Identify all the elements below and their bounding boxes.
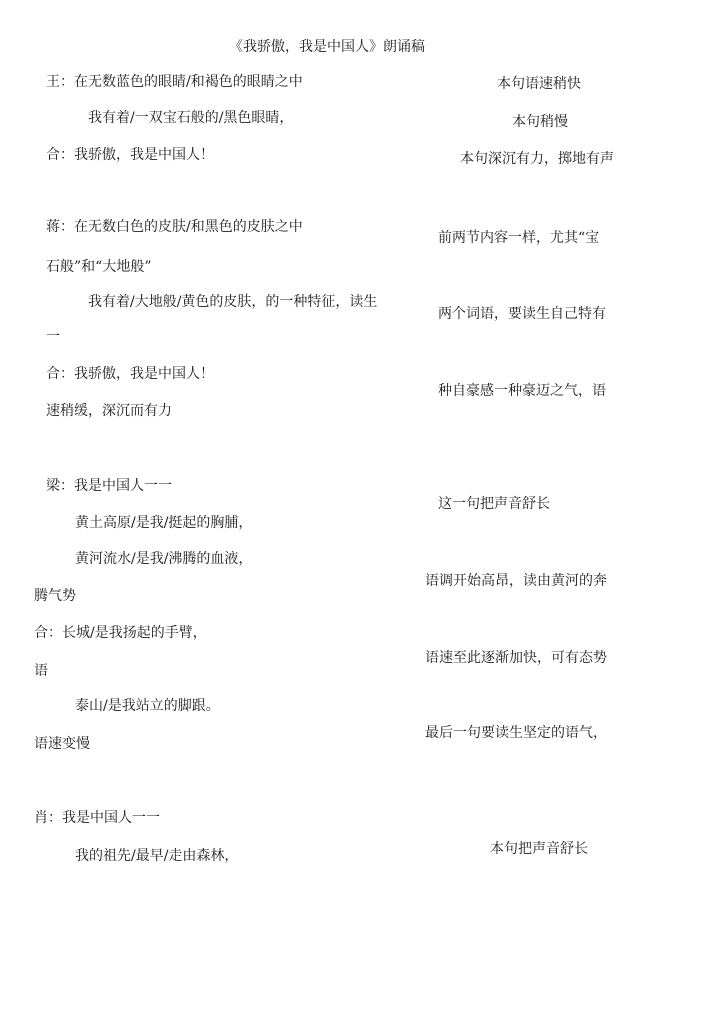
script-line: 黄河流水/是我/沸腾的血液， — [75, 551, 253, 567]
reading-note: 本句语速稍快 — [497, 76, 581, 92]
script-line: 黄土高原/是我/挺起的胸脯， — [75, 515, 253, 531]
script-line: 我的祖先/最早/走由森林， — [75, 848, 239, 864]
script-line: 蒋：在无数白色的皮肤/和黑色的皮肤之中 — [46, 219, 303, 235]
script-line: 腾气势 — [34, 588, 76, 604]
script-line: 肖：我是中国人一一 — [34, 810, 160, 826]
script-line: 石般”和“大地般” — [46, 259, 152, 275]
reading-note: 本句深沉有力，掷地有声 — [460, 151, 614, 167]
script-line: 合：我骄傲，我是中国人！ — [46, 366, 214, 382]
script-line: 合：长城/是我扬起的手臂， — [34, 625, 207, 641]
document-title: 《我骄傲，我是中国人》朗诵稿 — [229, 39, 425, 55]
script-line: 一 — [46, 329, 60, 345]
script-line: 我有着/一双宝石般的/黑色眼睛， — [88, 110, 294, 126]
script-line: 梁：我是中国人一一 — [46, 478, 172, 494]
script-line: 语 — [34, 663, 48, 679]
reading-note: 两个词语，要读生自己特有 — [438, 306, 606, 322]
reading-note: 本句稍慢 — [512, 114, 568, 130]
script-line: 语速变慢 — [34, 736, 90, 752]
reading-note: 前两节内容一样，尤其“宝 — [438, 230, 600, 246]
reading-note: 语调开始高昂，读由黄河的奔 — [425, 573, 607, 589]
script-line: 合：我骄傲，我是中国人！ — [46, 147, 214, 163]
script-line: 速稍缓，深沉而有力 — [46, 403, 172, 419]
script-line: 泰山/是我站立的脚跟。 — [75, 698, 220, 714]
script-line: 我有着/大地般/黄色的皮肤，的一种特征，读生 — [88, 294, 378, 310]
reading-note: 最后一句要读生坚定的语气， — [425, 725, 607, 741]
reading-note: 语速至此逐渐加快，可有态势 — [425, 650, 607, 666]
reading-note: 这一句把声音舒长 — [438, 496, 550, 512]
reading-note-clipped: 本句把声音舒长 — [490, 841, 588, 857]
reading-note: 种自豪感一种豪迈之气，语 — [438, 383, 606, 399]
script-line: 王：在无数蓝色的眼睛/和褐色的眼睛之中 — [46, 74, 303, 90]
